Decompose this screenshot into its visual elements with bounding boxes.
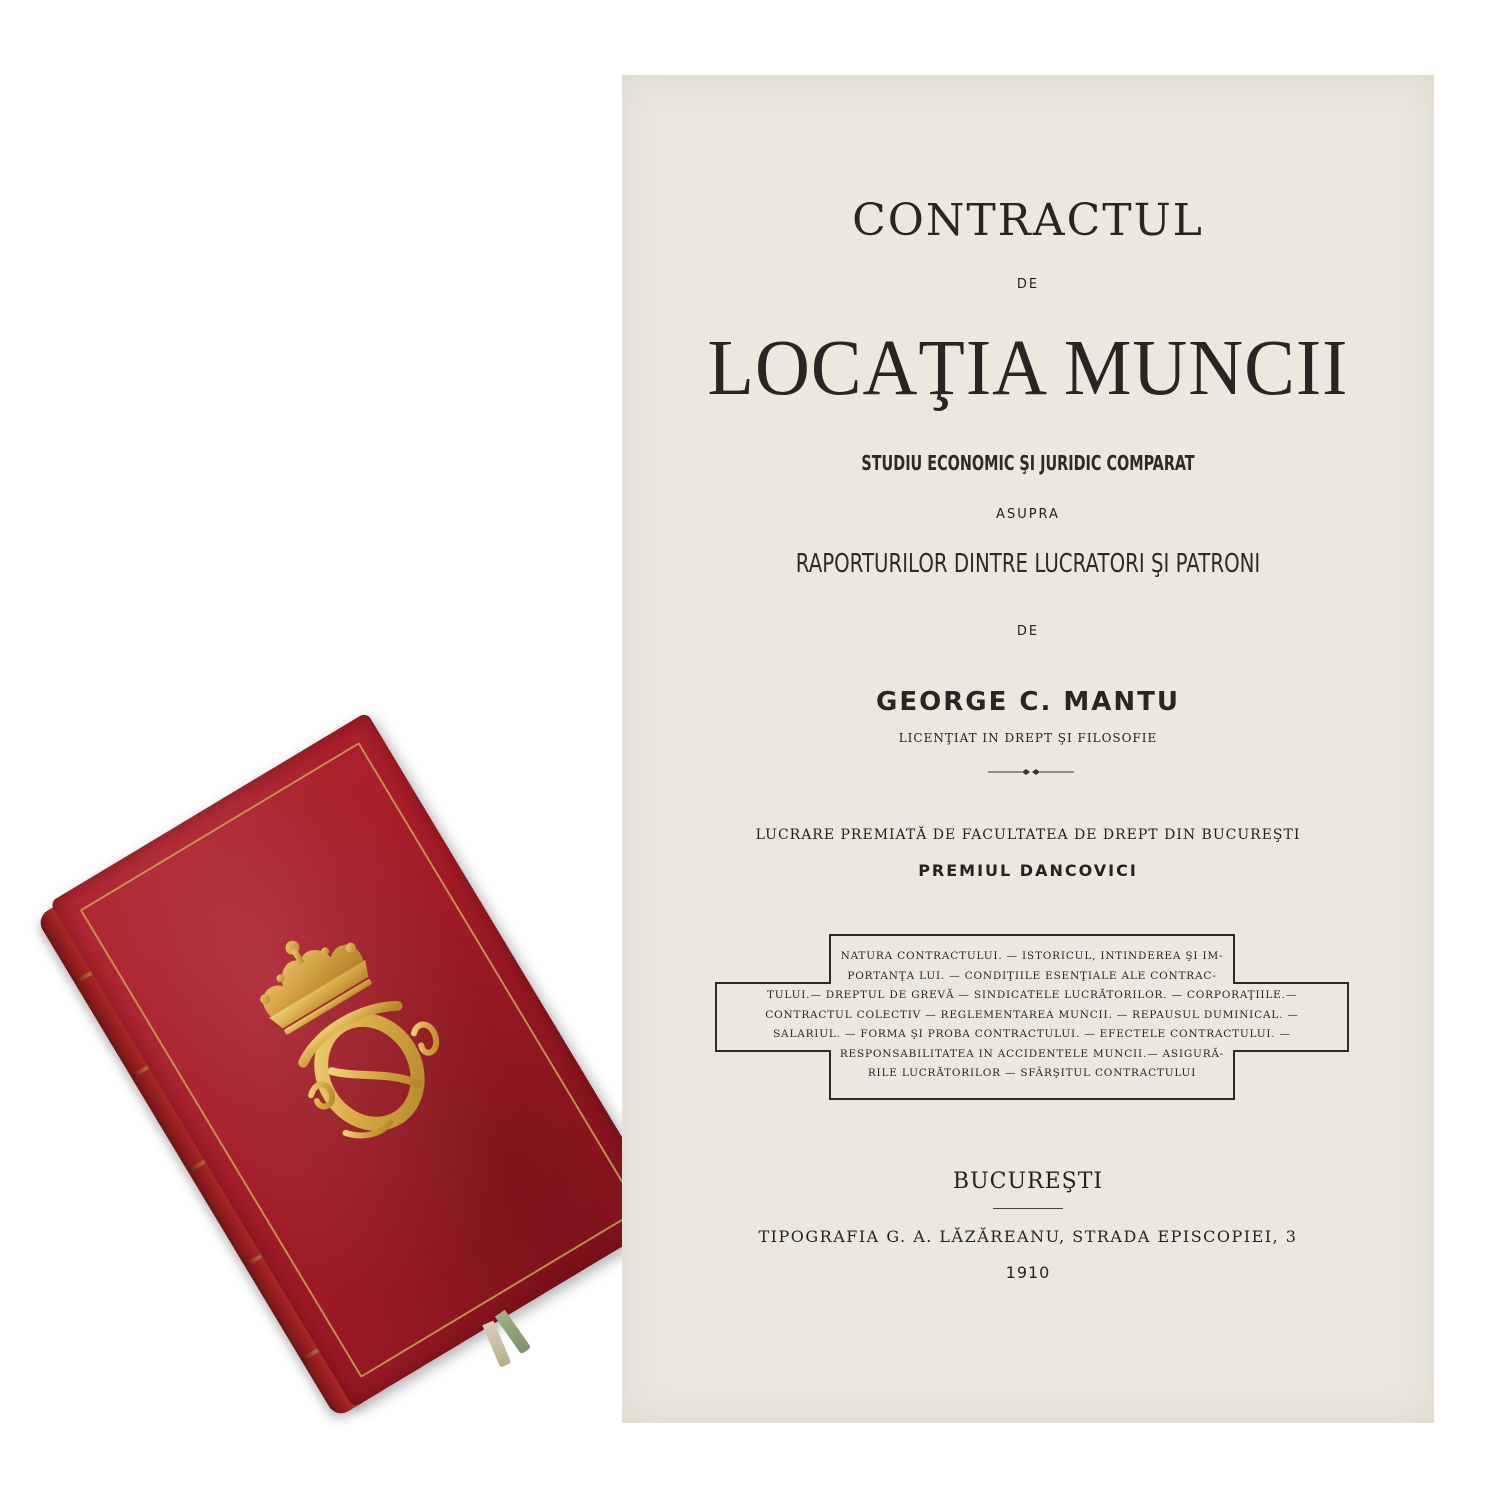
publication-city: BUCUREŞTI xyxy=(952,1169,1104,1194)
contents-summary xyxy=(714,947,1350,1084)
conjunction-de: DE xyxy=(1016,277,1040,292)
word-asupra: ASUPRA xyxy=(996,507,1060,522)
contents-line: RILE LUCRĂTORILOR — SFÂRŞITUL CONTRACTULUI xyxy=(867,1067,1197,1079)
subtitle-2: RAPORTURILOR DINTRE LUCRATORI ŞI PATRONI xyxy=(795,549,1261,579)
small-divider xyxy=(993,1208,1063,1209)
contents-line: PORTANŢA LUI. — CONDIŢIILE ESENŢIALE ALE CONTRAC- xyxy=(847,969,1217,982)
author-credentials: LICENŢIAT IN DREPT ŞI FILOSOFIE xyxy=(898,731,1158,745)
main-title: LOCAŢIA MUNCII xyxy=(707,323,1349,413)
contents-line: RESPONSABILITATEA IN ACCIDENTELE MUNCII.— ASIGURĂ- xyxy=(839,1047,1225,1060)
title-page xyxy=(622,75,1434,1423)
byline-de: DE xyxy=(1016,624,1040,639)
contents-line: CONTRACTUL COLECTIV — REGLEMENTAREA MUNCII. — REPAUSUL DUMINICAL. — xyxy=(765,1008,1299,1021)
prize-name: PREMIUL DANCOVICI xyxy=(918,861,1138,880)
printer-line: TIPOGRAFIA G. A. LĂZĂREANU, STRADA EPISCOPIEI, 3 xyxy=(758,1227,1298,1246)
award-line: LUCRARE PREMIATĂ DE FACULTATEA DE DREPT DIN BUCUREŞTI xyxy=(755,827,1301,843)
contents-line: NATURA CONTRACTULUI. — ISTORICUL, INTINDEREA ŞI IM- xyxy=(840,950,1224,962)
divider-ornament-icon xyxy=(988,765,1074,779)
red-leather-book xyxy=(49,712,670,1408)
author-name: GEORGE C. MANTU xyxy=(876,687,1180,717)
contents-line: TULUI.— DREPTUL DE GREVĂ — SINDICATELE LUCRĂTORILOR. — CORPORAŢIILE.— xyxy=(766,989,1298,1001)
publication-year: 1910 xyxy=(1005,1263,1051,1282)
title-line-1: CONTRACTUL xyxy=(852,195,1204,246)
subtitle: STUDIU ECONOMIC ŞI JURIDIC COMPARAT xyxy=(861,451,1195,475)
contents-line: SALARIUL. — FORMA ŞI PROBA CONTRACTULUI. — EFECTELE CONTRACTULUI. — xyxy=(773,1028,1291,1040)
